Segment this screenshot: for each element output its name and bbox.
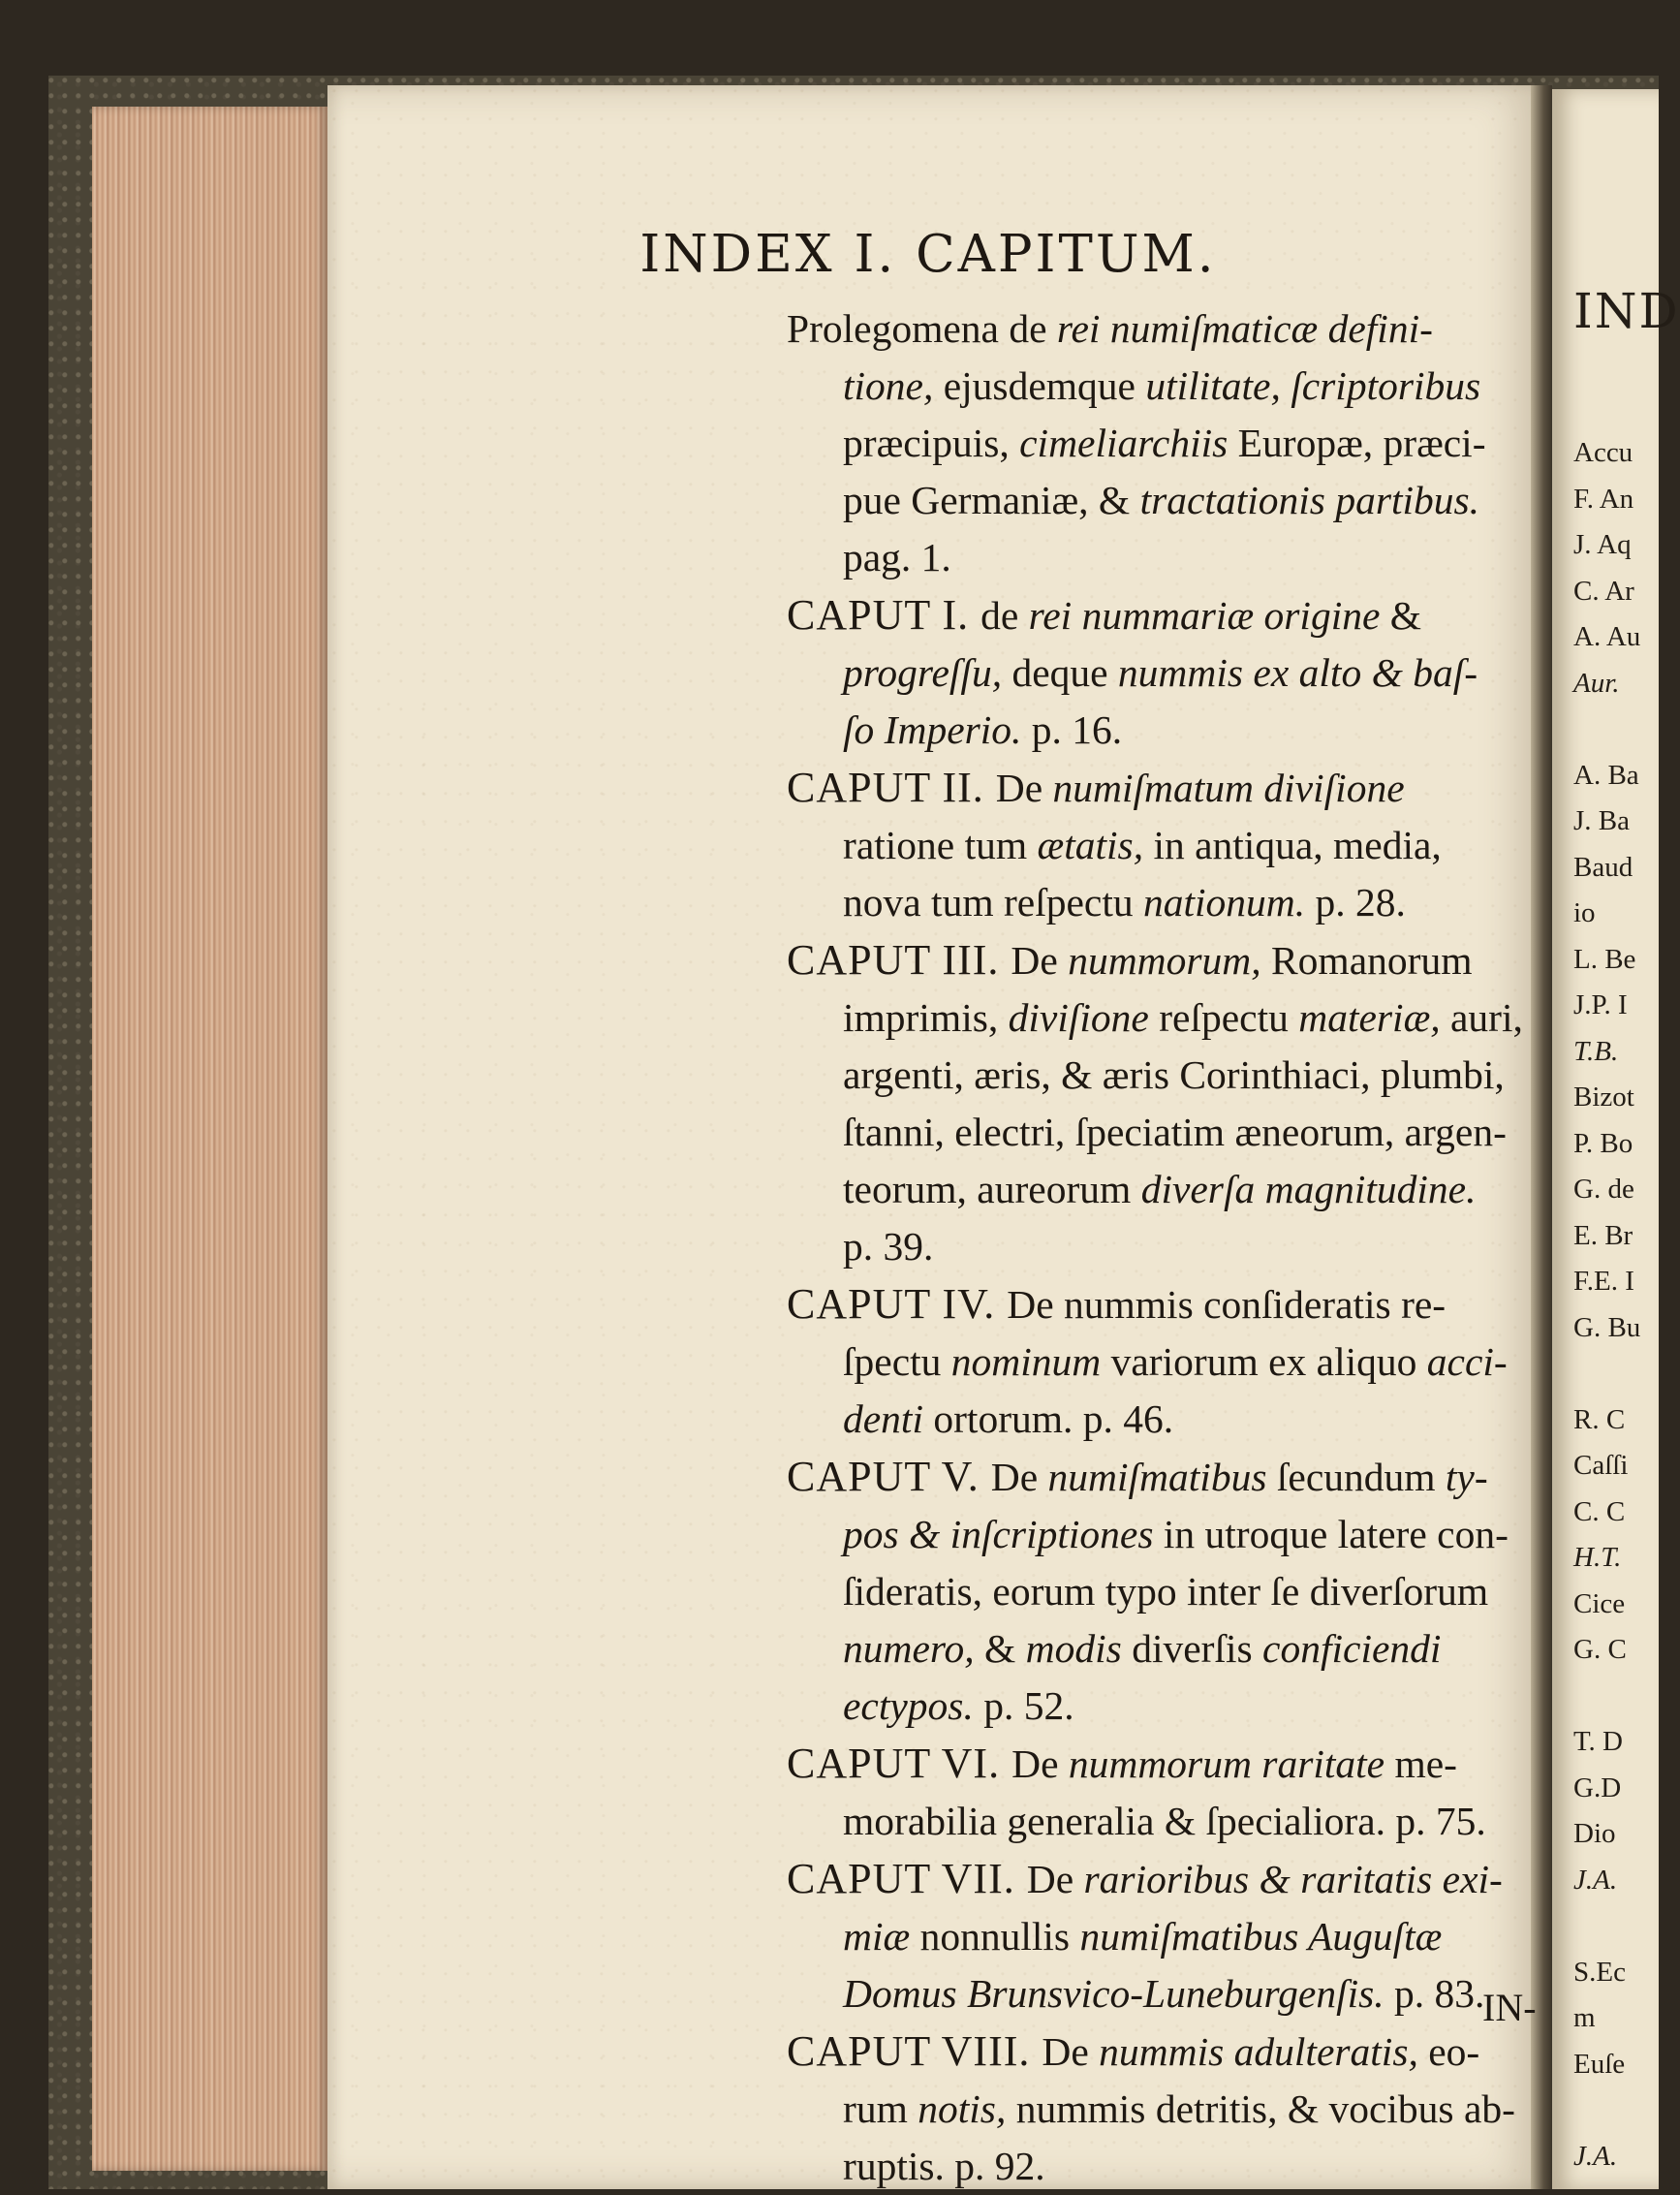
entry-text: tione, xyxy=(843,363,934,408)
entry-text: numiſmatibus Auguſtæ xyxy=(1079,1914,1443,1959)
entry-text xyxy=(1281,363,1291,408)
entry-text: numiſmatibus xyxy=(1047,1455,1267,1499)
chapter-label: CAPUT VI. xyxy=(787,1740,1012,1787)
right-page-entry xyxy=(1573,1674,1640,1720)
right-page-entry: F. An xyxy=(1573,483,1634,515)
page-edges xyxy=(92,107,329,2171)
entry-line xyxy=(843,1333,1533,1391)
entry-text: nationum. xyxy=(1143,880,1306,925)
entry-text: ſtanni, electri, ſpeciatim æneorum, argen- xyxy=(843,1110,1507,1154)
entry-text: rum xyxy=(843,2086,918,2131)
right-page-entry: E. Br xyxy=(1573,1219,1633,1251)
entry-text: in utroque latere con- xyxy=(1153,1512,1509,1556)
entry-text: p. 28. xyxy=(1305,880,1406,925)
entry-text: nummis ex alto & baſ- xyxy=(1117,650,1478,695)
entry-text: De xyxy=(1042,2029,1100,2074)
right-page-entry: m xyxy=(1573,2002,1596,2033)
entry-text: de xyxy=(980,593,1029,638)
entry-line xyxy=(843,1620,1533,1678)
entry-text: p. 83. xyxy=(1384,1971,1485,2016)
entry-text: ty- xyxy=(1445,1455,1488,1499)
entry-text: nova tum reſpectu xyxy=(843,880,1143,925)
right-page-entry xyxy=(1573,1351,1640,1397)
right-page-entry: Aur. xyxy=(1573,667,1620,699)
entry-text: nummis adulteratis, xyxy=(1099,2029,1418,2074)
entry-line xyxy=(843,1391,1533,1448)
right-page-entry: Accu xyxy=(1573,437,1633,468)
entry-text: p. 16. xyxy=(1021,707,1123,752)
entry-line xyxy=(787,1735,1533,1793)
right-page-entry: J. Aq xyxy=(1573,529,1632,560)
entry-text: diviſione xyxy=(1008,995,1149,1040)
entry-text: progreſſu, xyxy=(843,650,1003,695)
entry-line xyxy=(843,1161,1533,1218)
index-entry xyxy=(787,1275,1533,1448)
entry-text: p. 52. xyxy=(973,1683,1074,1728)
entry-line xyxy=(843,472,1533,529)
entry-text: De xyxy=(1011,938,1069,983)
right-page-entry: Dio xyxy=(1573,1818,1616,1849)
entry-line xyxy=(843,529,1533,586)
chapter-label: CAPUT III. xyxy=(787,936,1011,984)
entry-text: auri, xyxy=(1440,995,1523,1040)
right-page-entry: F.E. I xyxy=(1573,1266,1634,1297)
entry-text: acci- xyxy=(1426,1339,1508,1384)
entry-line xyxy=(843,1047,1533,1104)
entry-line xyxy=(787,1448,1533,1506)
entry-text: ectypos. xyxy=(843,1683,974,1728)
entry-text: conficiendi xyxy=(1262,1626,1442,1671)
right-page-entry xyxy=(1573,1903,1640,1950)
entry-text: me- xyxy=(1384,1741,1458,1786)
right-page-entry xyxy=(1573,2087,1640,2134)
entry-text: nummorum raritate xyxy=(1068,1741,1385,1786)
right-page-entry: Caſſi xyxy=(1573,1450,1629,1481)
right-page-entry: L. Be xyxy=(1573,943,1636,975)
entry-text: ſcriptoribus xyxy=(1291,363,1481,408)
entry-text: nominum xyxy=(950,1339,1102,1384)
entry-line xyxy=(787,586,1533,644)
entry-line xyxy=(843,1678,1533,1735)
index-entry xyxy=(787,586,1533,759)
right-page-entry: G. de xyxy=(1573,1174,1634,1205)
entry-line xyxy=(843,874,1533,931)
chapter-label: CAPUT VII. xyxy=(787,1855,1027,1902)
entry-line xyxy=(787,1850,1533,1908)
entry-line xyxy=(843,1104,1533,1161)
entry-text: & xyxy=(974,1626,1026,1671)
entry-text: diverſa magnitudine. xyxy=(1140,1167,1477,1211)
entry-text: ſo Imperio. xyxy=(843,707,1022,752)
entry-text: nummorum, xyxy=(1068,938,1261,983)
right-page-entry: J.P. I xyxy=(1573,989,1628,1020)
entry-text: nummis detritis, & vocibus ab- xyxy=(1006,2086,1515,2131)
entry-text: in antiqua, media, xyxy=(1143,823,1442,867)
right-page-entry: P. Bo xyxy=(1573,1127,1633,1159)
right-page-entry: T. D xyxy=(1573,1726,1624,1757)
entry-line xyxy=(843,2138,1533,2195)
entry-text: denti xyxy=(843,1396,923,1441)
right-page-entries xyxy=(1573,430,1640,2179)
entry-text: variorum ex aliquo xyxy=(1101,1339,1427,1384)
index-entry xyxy=(787,300,1533,586)
entry-text: De xyxy=(990,1455,1048,1499)
right-page-entry: G.D xyxy=(1573,1772,1622,1803)
entry-text: utilitate, xyxy=(1145,363,1281,408)
entry-text: materiæ, xyxy=(1298,995,1441,1040)
entry-line xyxy=(843,1563,1533,1620)
entry-line xyxy=(787,300,1533,358)
chapter-label: CAPUT I. xyxy=(787,591,981,639)
entry-text: p. 39. xyxy=(843,1224,934,1269)
right-page-entry: C. C xyxy=(1573,1495,1626,1527)
right-page-entry: Euſe xyxy=(1573,2048,1626,2080)
right-page-entry: A. Ba xyxy=(1573,759,1639,791)
entry-text: ortorum. p. 46. xyxy=(922,1396,1174,1441)
entry-text: numero, xyxy=(843,1626,975,1671)
right-page-entry: Cice xyxy=(1573,1587,1626,1619)
entry-line xyxy=(843,2081,1533,2138)
right-page-entry: G. Bu xyxy=(1573,1311,1641,1343)
entry-text: ratione tum xyxy=(843,823,1038,867)
entry-text: pag. 1. xyxy=(843,535,951,580)
entry-line xyxy=(787,931,1533,989)
right-page-entry: io xyxy=(1573,897,1596,928)
entry-line xyxy=(787,2023,1533,2081)
entry-line xyxy=(843,1908,1533,1965)
right-page-entry: S.Ec xyxy=(1573,1956,1626,1988)
entry-line xyxy=(843,415,1533,472)
right-page-entry: T.B. xyxy=(1573,1035,1619,1067)
index-entry xyxy=(787,1448,1533,1735)
right-page-entry: J. Ba xyxy=(1573,805,1630,836)
right-page-entry: A. Au xyxy=(1573,621,1641,652)
entry-text: Europæ, præci- xyxy=(1228,421,1486,465)
index-entry xyxy=(787,2023,1533,2195)
entry-text: tractationis partibus. xyxy=(1139,478,1480,522)
entry-line xyxy=(843,358,1533,415)
entry-text: & xyxy=(1380,593,1422,638)
entry-text: reſpectu xyxy=(1148,995,1299,1040)
entry-text: morabilia generalia & ſpecialiora. p. 75. xyxy=(843,1799,1486,1843)
entry-line xyxy=(843,989,1533,1047)
index-entry xyxy=(787,759,1533,931)
right-page-entry: J.A. xyxy=(1573,1864,1618,1896)
entry-text: Domus Brunsvico-Luneburgenſis. xyxy=(843,1971,1384,2016)
entry-text: De nummis conſideratis re- xyxy=(1007,1282,1447,1327)
right-page-header: IND xyxy=(1573,283,1680,339)
entry-text: cimeliarchiis xyxy=(1019,421,1229,465)
entry-text: argenti, æris, & æris Corinthiaci, plumbi, xyxy=(843,1052,1505,1097)
entry-text: De xyxy=(995,766,1053,810)
chapter-label: CAPUT II. xyxy=(787,764,996,811)
entry-text: rei nummariæ origine xyxy=(1028,593,1381,638)
right-page-entry: C. Ar xyxy=(1573,575,1634,607)
entry-text: nonnullis xyxy=(910,1914,1080,1959)
entry-line xyxy=(843,1965,1533,2023)
entry-text: præcipuis, xyxy=(843,421,1020,465)
entry-text: ruptis. p. 92. xyxy=(843,2144,1045,2188)
page-title: INDEX I. CAPITUM. xyxy=(639,225,1217,284)
entry-line xyxy=(787,759,1533,817)
entry-text: teorum, aureorum xyxy=(843,1167,1141,1211)
entry-text: diverſis xyxy=(1121,1626,1263,1671)
entry-text: miæ xyxy=(843,1914,911,1959)
entry-text: De xyxy=(1026,1857,1084,1901)
entry-line xyxy=(843,1793,1533,1850)
entry-text: modis xyxy=(1025,1626,1122,1671)
entry-text: De xyxy=(1011,1741,1069,1786)
index-entry xyxy=(787,1850,1533,2023)
entry-line xyxy=(843,1218,1533,1275)
entry-line xyxy=(843,644,1533,702)
chapter-label: CAPUT VIII. xyxy=(787,2027,1042,2075)
entry-text: pue Germaniæ, & xyxy=(843,478,1140,522)
entry-text: ſecundum xyxy=(1266,1455,1446,1499)
chapter-label: CAPUT IV. xyxy=(787,1280,1008,1328)
right-page-entry: Bizot xyxy=(1573,1082,1634,1113)
index-entry xyxy=(787,1735,1533,1850)
right-page-entry: Baud xyxy=(1573,851,1633,883)
entry-text: ſideratis, eorum typo inter ſe diverſorum xyxy=(843,1569,1489,1614)
right-page-entry: G. C xyxy=(1573,1634,1627,1665)
right-page-entry: H.T. xyxy=(1573,1542,1622,1573)
entry-line xyxy=(843,817,1533,874)
entry-text: Romanorum xyxy=(1260,938,1473,983)
catchword: IN- xyxy=(1482,1986,1537,2029)
entry-line xyxy=(843,702,1533,759)
entry-text: numiſmatum diviſione xyxy=(1052,766,1405,810)
entry-text: deque xyxy=(1002,650,1118,695)
entry-text: rarioribus & raritatis exi- xyxy=(1083,1857,1503,1901)
entry-text: Prolegomena de xyxy=(787,306,1057,351)
entry-text: ſpectu xyxy=(843,1339,951,1384)
entry-text: rei numiſmaticæ defini- xyxy=(1056,306,1433,351)
chapter-label: CAPUT V. xyxy=(787,1453,991,1500)
entry-text: pos & inſcriptiones xyxy=(843,1512,1154,1556)
index-entries xyxy=(787,300,1533,2195)
book-gutter xyxy=(1531,85,1552,2189)
entry-text: imprimis, xyxy=(843,995,1009,1040)
right-page-fragment xyxy=(1552,89,1680,2189)
right-page-entry: R. C xyxy=(1573,1403,1626,1435)
entry-text: eo- xyxy=(1417,2029,1480,2074)
right-page-entry xyxy=(1573,706,1640,753)
entry-text: notis, xyxy=(918,2086,1007,2131)
right-page-entry: J.A. xyxy=(1573,2140,1618,2172)
entry-text: ejusdemque xyxy=(933,363,1146,408)
entry-line xyxy=(787,1275,1533,1333)
index-entry xyxy=(787,931,1533,1275)
entry-line xyxy=(843,1506,1533,1563)
entry-text: ætatis, xyxy=(1037,823,1144,867)
